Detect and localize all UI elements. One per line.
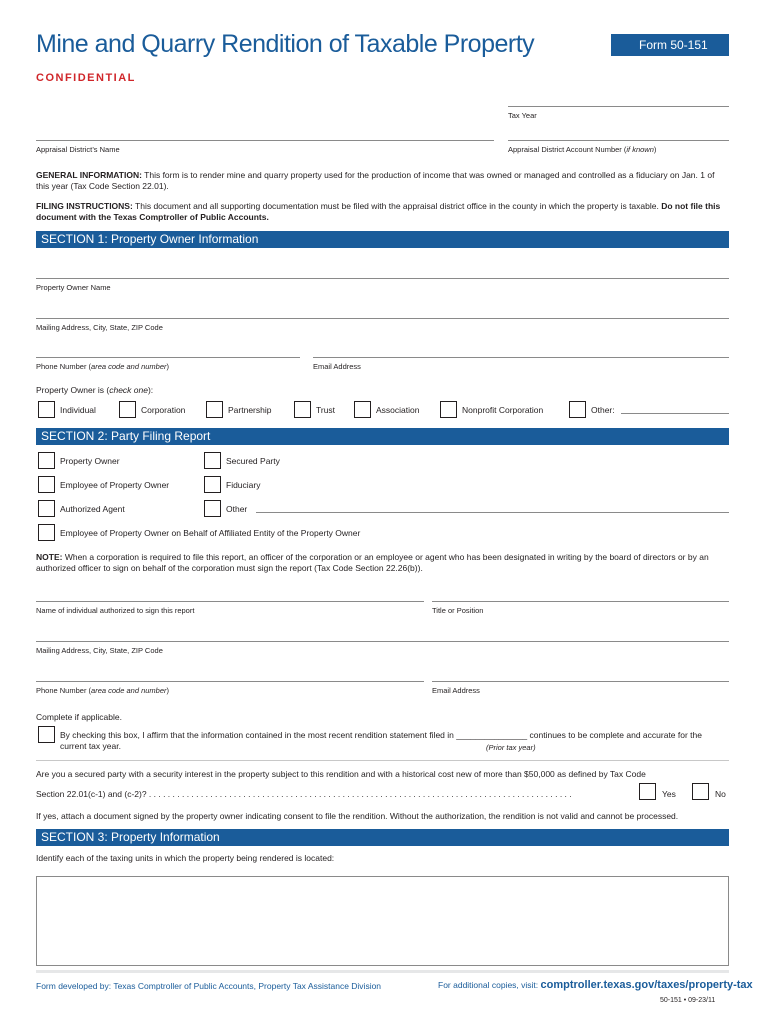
taxing-units-prompt: Identify each of the taxing units in which the property being rendered is located:: [36, 853, 335, 863]
confidential-label: CONFIDENTIAL: [36, 72, 136, 84]
authorized-agent-label: Authorized Agent: [60, 504, 125, 514]
other-filer-checkbox[interactable]: [204, 500, 221, 517]
other-owner-label: Other:: [591, 405, 615, 415]
authorized-name-field[interactable]: [36, 601, 424, 602]
account-number-field[interactable]: [508, 140, 729, 141]
authorized-agent-checkbox[interactable]: [38, 500, 55, 517]
appraisal-district-label: Appraisal District’s Name: [36, 145, 120, 154]
corporation-note: NOTE: When a corporation is required to file this report, an officer of the corporation or an employee or agent who has been designated in writing by the board of directors or by an authorized officer to sign on behalf of the corporation must sign the report (Tax Code Section 22.26(b)).: [36, 552, 709, 573]
secured-party-checkbox[interactable]: [204, 452, 221, 469]
secured-no-checkbox[interactable]: [692, 783, 709, 800]
filing-instructions: FILING INSTRUCTIONS: This document and all supporting documentation must be filed with the appraisal district office in the county in which the property is taxable. Do not file this document with the Texas Comptroller of Public Accounts.: [36, 201, 721, 222]
employee-checkbox[interactable]: [38, 476, 55, 493]
association-label: Association: [376, 405, 420, 415]
footer-form-code: 50-151 • 09-23/11: [660, 997, 716, 1004]
individual-label: Individual: [60, 405, 96, 415]
tax-year-label: Tax Year: [508, 111, 537, 120]
section-2-header: SECTION 2: Party Filing Report: [36, 428, 729, 445]
secured-question-line-1: Are you a secured party with a security interest in the property subject to this rendition and with a historical cost new of more than $50,000 as defined by Tax Code: [36, 769, 646, 779]
section-1-header: SECTION 1: Property Owner Information: [36, 231, 729, 248]
taxing-units-textarea[interactable]: [36, 876, 729, 966]
filer-email-field[interactable]: [432, 681, 729, 682]
filer-phone-label: Phone Number (area code and number): [36, 686, 169, 695]
owner-name-label: Property Owner Name: [36, 283, 111, 292]
affirm-text: By checking this box, I affirm that the information contained in the most recent rendition statement filed in _______________ continues to be complete and accurate for the current tax year.: [60, 730, 702, 751]
prior-tax-year-label: (Prior tax year): [486, 743, 536, 752]
section-3-header: SECTION 3: Property Information: [36, 829, 729, 846]
individual-checkbox[interactable]: [38, 401, 55, 418]
secured-no-label: No: [715, 789, 726, 799]
owner-phone-field[interactable]: [36, 357, 300, 358]
owner-email-label: Email Address: [313, 362, 361, 371]
filer-phone-field[interactable]: [36, 681, 424, 682]
attach-consent-note: If yes, attach a document signed by the property owner indicating consent to file the rendition. Without the authorization, the rendition is not valid and cannot be processed.: [36, 811, 679, 821]
partnership-label: Partnership: [228, 405, 272, 415]
secured-yes-checkbox[interactable]: [639, 783, 656, 800]
corporation-label: Corporation: [141, 405, 186, 415]
secured-party-label: Secured Party: [226, 456, 280, 466]
affirm-checkbox[interactable]: [38, 726, 55, 743]
filer-email-label: Email Address: [432, 686, 480, 695]
general-information: GENERAL INFORMATION: This form is to render mine and quarry property used for the production of income that was owned or managed and controlled as a fiduciary on Jan. 1 of this year (Tax Code Section 22.01).: [36, 170, 715, 191]
authorized-name-label: Name of individual authorized to sign this report: [36, 606, 195, 615]
owner-phone-label: Phone Number (area code and number): [36, 362, 169, 371]
title-position-field[interactable]: [432, 601, 729, 602]
filer-address-field[interactable]: [36, 641, 729, 642]
divider: [36, 760, 729, 761]
fiduciary-label: Fiduciary: [226, 480, 261, 490]
footer-developed-by: Form developed by: Texas Comptroller of Public Accounts, Property Tax Assistance Division: [36, 981, 382, 991]
footer-rule: [36, 970, 729, 973]
affiliated-employee-label: Employee of Property Owner on Behalf of Affiliated Entity of the Property Owner: [60, 528, 361, 538]
owner-address-field[interactable]: [36, 318, 729, 319]
appraisal-district-field[interactable]: [36, 140, 494, 141]
property-owner-label: Property Owner: [60, 456, 120, 466]
owner-address-label: Mailing Address, City, State, ZIP Code: [36, 323, 163, 332]
nonprofit-label: Nonprofit Corporation: [462, 405, 544, 415]
corporation-checkbox[interactable]: [119, 401, 136, 418]
fiduciary-checkbox[interactable]: [204, 476, 221, 493]
owner-type-prompt: Property Owner is (check one):: [36, 385, 154, 395]
other-filer-field[interactable]: [256, 512, 729, 513]
association-checkbox[interactable]: [354, 401, 371, 418]
affiliated-employee-checkbox[interactable]: [38, 524, 55, 541]
filer-address-label: Mailing Address, City, State, ZIP Code: [36, 646, 163, 655]
form-title: Mine and Quarry Rendition of Taxable Property: [36, 30, 535, 58]
account-number-label: Appraisal District Account Number (if known): [508, 145, 657, 154]
secured-yes-label: Yes: [662, 789, 676, 799]
employee-label: Employee of Property Owner: [60, 480, 170, 490]
form-number-badge: Form 50-151: [611, 34, 729, 56]
trust-checkbox[interactable]: [294, 401, 311, 418]
complete-if-applicable: Complete if applicable.: [36, 712, 122, 722]
footer-url-link[interactable]: comptroller.texas.gov/taxes/property-tax: [540, 979, 753, 991]
trust-label: Trust: [316, 405, 336, 415]
tax-year-field[interactable]: [508, 106, 729, 107]
title-position-label: Title or Position: [432, 606, 484, 615]
owner-email-field[interactable]: [313, 357, 729, 358]
nonprofit-checkbox[interactable]: [440, 401, 457, 418]
partnership-checkbox[interactable]: [206, 401, 223, 418]
property-owner-checkbox[interactable]: [38, 452, 55, 469]
secured-question-line-2: Section 22.01(c-1) and (c-2)? . . . . . . . . . . . . . . . . . . . . . . . . . . . . . . . . . . . . . . . . . . . . . . . . . . . . . . . . . . . . . . . . . . . . . . . . . . . . . . . . . . . . . . . . . .: [36, 789, 572, 799]
other-filer-label: Other: [226, 504, 248, 514]
other-owner-checkbox[interactable]: [569, 401, 586, 418]
footer-copies: For additional copies, visit: comptroller.texas.gov/taxes/property-tax: [438, 979, 753, 991]
owner-name-field[interactable]: [36, 278, 729, 279]
other-owner-field[interactable]: [621, 413, 729, 414]
